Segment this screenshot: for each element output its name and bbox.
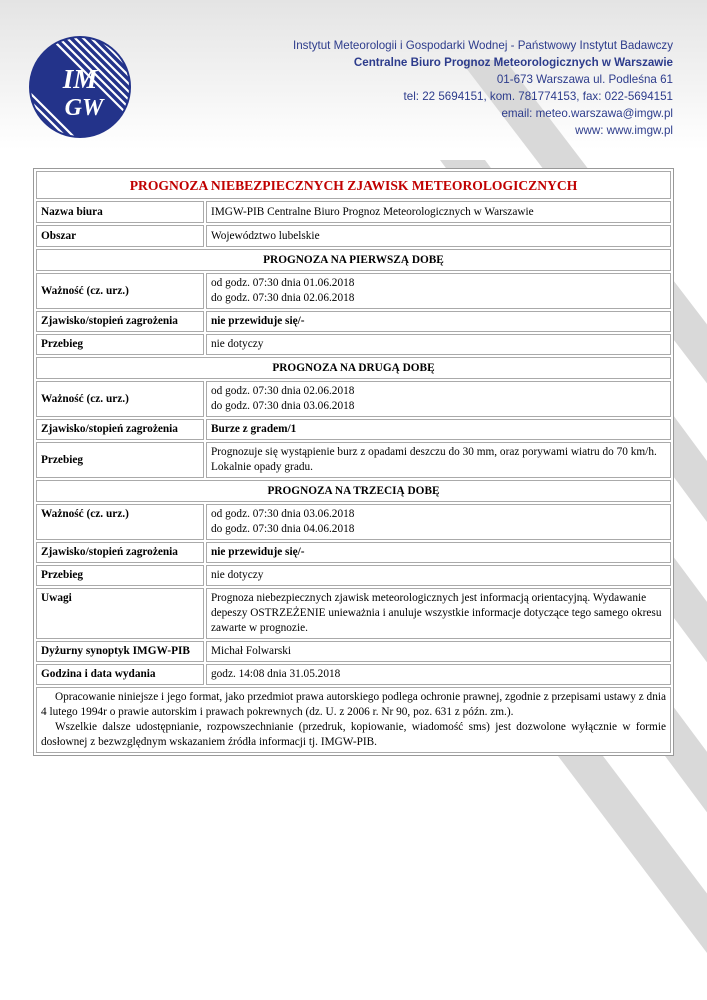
area-label: Obszar	[36, 225, 204, 247]
copyright-notice	[36, 687, 671, 753]
email-line: email: meteo.warszawa@imgw.pl	[501, 107, 673, 120]
day2-validity-from: od godz. 07:30 dnia 02.06.2018	[211, 385, 355, 397]
day2-course: Prognozuje się wystąpienie burz z opadami deszczu do 30 mm, oraz porywami wiatru do 70 km/h. Lokalnie opady gradu.	[206, 442, 671, 478]
day1-validity-label: Ważność (cz. urz.)	[36, 273, 204, 309]
day2-heading: PROGNOZA NA DRUGĄ DOBĘ	[36, 357, 671, 379]
day2-phenomenon-label: Zjawisko/stopień zagrożenia	[36, 419, 204, 440]
address: 01-673 Warszawa ul. Podleśna 61	[496, 73, 673, 86]
day2-course-label: Przebieg	[36, 442, 204, 478]
day1-heading: PROGNOZA NA PIERWSZĄ DOBĘ	[36, 249, 671, 271]
remarks-label: Uwagi	[36, 588, 204, 639]
day3-validity-to: do godz. 07:30 dnia 04.06.2018	[211, 523, 355, 535]
website-line: www: www.imgw.pl	[575, 124, 673, 137]
day1-validity-to: do godz. 07:30 dnia 02.06.2018	[211, 292, 355, 304]
svg-text:IM: IM	[62, 64, 98, 94]
day2-validity-to: do godz. 07:30 dnia 03.06.2018	[211, 400, 355, 412]
office-value: IMGW-PIB Centralne Biuro Prognoz Meteorologicznych w Warszawie	[206, 201, 671, 223]
day2-validity	[206, 381, 671, 417]
copyright-paragraph-1: Opracowanie niniejsze i jego format, jako przedmiot prawa autorskiego podlega ochronie prawnej, zgodnie z przepisami ustawy z dnia 4 lutego 1994r o prawie autorskim i prawach pokrewnych (dz. U. z 2006 r. Nr 90, poz. 631 z późn. zm.).	[41, 691, 666, 718]
day3-validity-from: od godz. 07:30 dnia 03.06.2018	[211, 508, 355, 520]
day3-validity	[206, 504, 671, 540]
area-value: Województwo lubelskie	[206, 225, 671, 247]
day3-heading: PROGNOZA NA TRZECIĄ DOBĘ	[36, 480, 671, 502]
phone-line: tel: 22 5694151, kom. 781774153, fax: 022-5694151	[403, 90, 673, 103]
day3-phenomenon-label: Zjawisko/stopień zagrożenia	[36, 542, 204, 563]
day2-phenomenon: Burze z gradem/1	[206, 419, 671, 440]
office-label: Nazwa biura	[36, 201, 204, 223]
day1-validity-from: od godz. 07:30 dnia 01.06.2018	[211, 277, 355, 289]
forecaster-label: Dyżurny synoptyk IMGW-PIB	[36, 641, 204, 662]
svg-text:GW: GW	[64, 95, 104, 121]
imgw-logo	[28, 35, 132, 139]
forecaster-value: Michał Folwarski	[206, 641, 671, 662]
office-name: Centralne Biuro Prognoz Meteorologicznych w Warszawie	[353, 56, 673, 69]
day1-phenomenon: nie przewiduje się/-	[206, 311, 671, 332]
day3-phenomenon: nie przewiduje się/-	[206, 542, 671, 563]
day3-course-label: Przebieg	[36, 565, 204, 586]
remarks-value: Prognoza niebezpiecznych zjawisk meteorologicznych jest informacją orientacyjną. Wydawanie depeszy OSTRZEŻENIE unieważnia i anuluje wszystkie informacje dotyczące tego samego okresu zawarte w prognozie.	[206, 588, 671, 639]
day1-course-label: Przebieg	[36, 334, 204, 355]
institute-name: Instytut Meteorologii i Gospodarki Wodnej - Państwowy Instytut Badawczy	[293, 39, 673, 52]
copyright-paragraph-2: Wszelkie dalsze udostępnianie, rozpowszechnianie (przedruk, kopiowanie, wiadomość sms) jest dozwolone wyłącznie w formie dosłownej z bezwzględnym wskazaniem źródła informacji tj. IMGW-PIB.	[41, 721, 666, 748]
day2-validity-label: Ważność (cz. urz.)	[36, 381, 204, 417]
issued-label: Godzina i data wydania	[36, 664, 204, 685]
institute-header	[293, 37, 673, 139]
issued-value: godz. 14:08 dnia 31.05.2018	[206, 664, 671, 685]
document-title: PROGNOZA NIEBEZPIECZNYCH ZJAWISK METEOROLOGICZNYCH	[36, 171, 671, 199]
day1-course: nie dotyczy	[206, 334, 671, 355]
day3-course: nie dotyczy	[206, 565, 671, 586]
day1-validity	[206, 273, 671, 309]
forecast-table	[33, 168, 674, 756]
day1-phenomenon-label: Zjawisko/stopień zagrożenia	[36, 311, 204, 332]
day3-validity-label: Ważność (cz. urz.)	[36, 504, 204, 540]
